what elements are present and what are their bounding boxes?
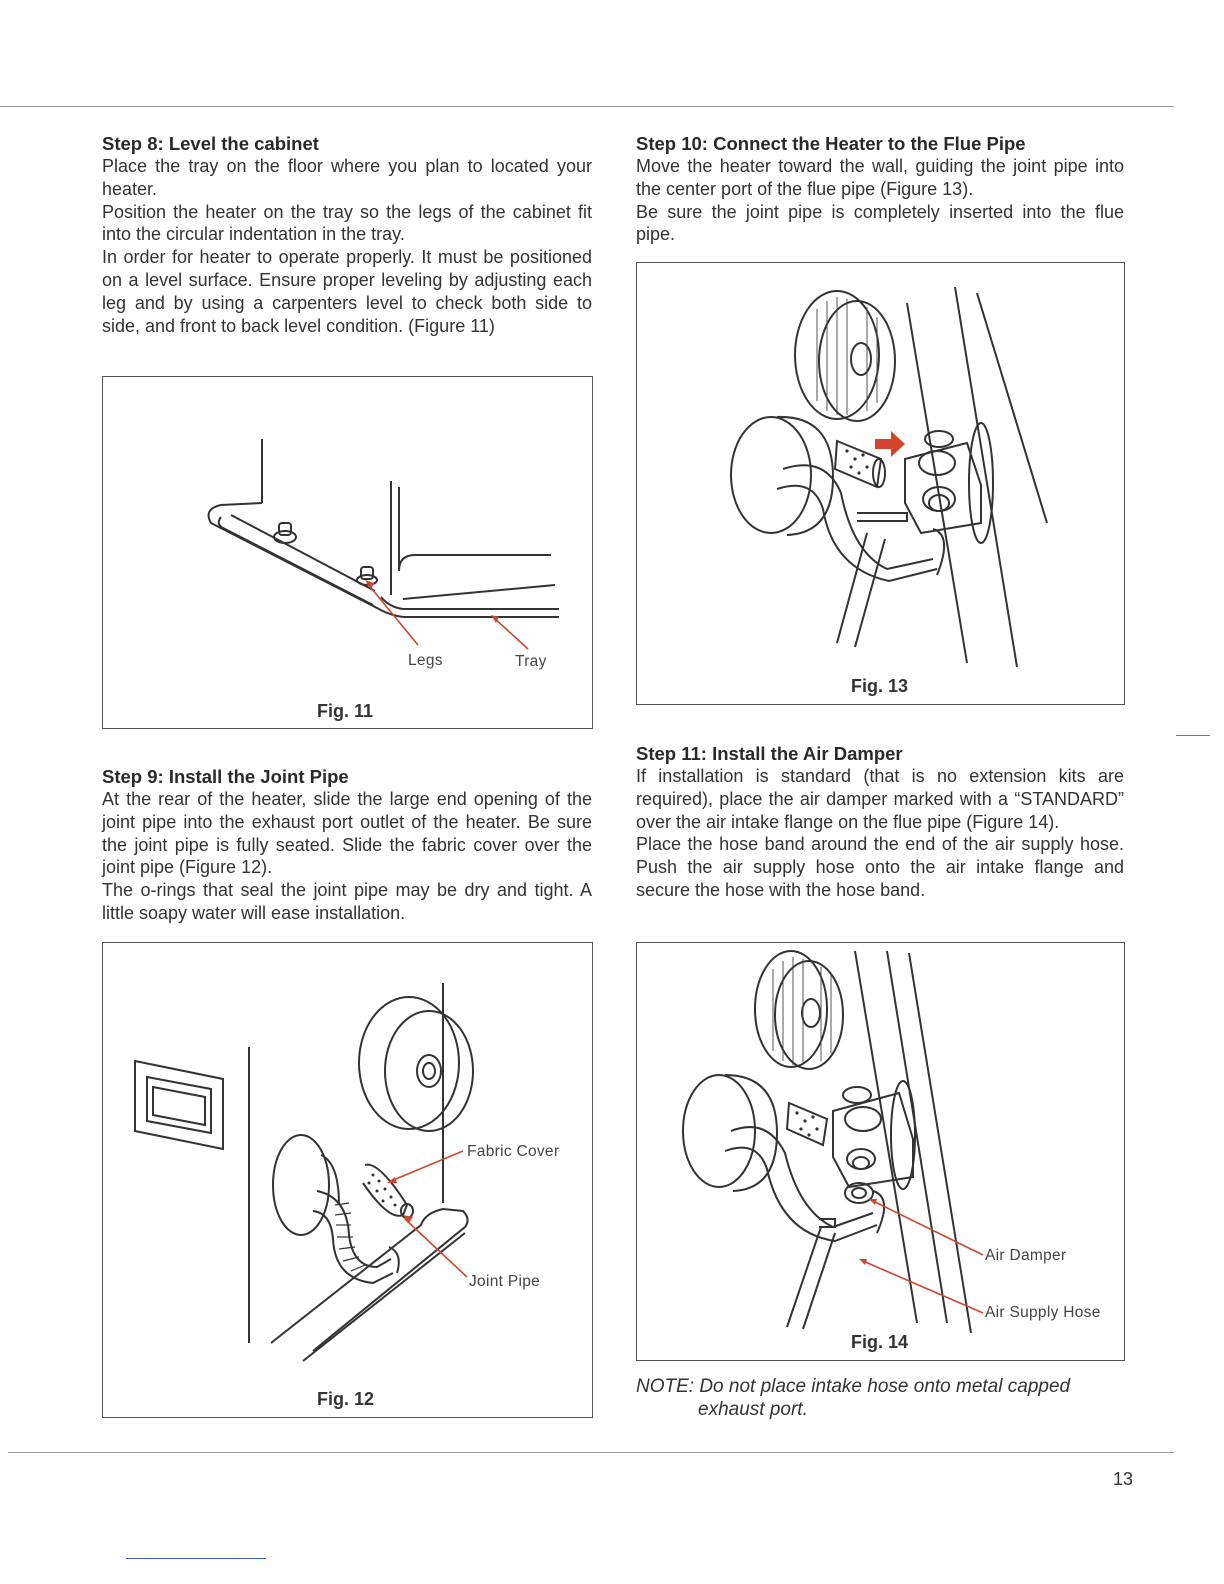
fig12-illustration [103, 943, 592, 1417]
fig11-illustration [103, 377, 592, 728]
note-line-1: NOTE: Do not place intake hose onto metal capped [636, 1376, 1071, 1397]
step10-section [636, 132, 1124, 246]
step11-paragraph-1: If installation is standard (that is no extension kits are required), place the air damper marked with a “STANDARD” over the air intake flange on the flue pipe (Figure 14). [636, 766, 1124, 832]
step9-paragraph-2: The o-rings that seal the joint pipe may be dry and tight. A little soapy water will ease installation. [102, 880, 592, 923]
figure-13 [636, 262, 1125, 705]
step11-section [636, 742, 1124, 902]
top-rule [0, 106, 1174, 107]
step11-heading: Step 11: Install the Air Damper [636, 743, 903, 764]
step10-paragraph-1: Move the heater toward the wall, guiding the joint pipe into the center port of the flue pipe (Figure 13). [636, 156, 1124, 199]
step9-section [102, 765, 592, 925]
fig11-caption: Fig. 11 [317, 701, 374, 721]
figure-14 [636, 942, 1125, 1361]
fig14-caption: Fig. 14 [851, 1332, 909, 1352]
footer-underline [126, 1558, 266, 1559]
bottom-rule [8, 1452, 1174, 1453]
fig14-illustration [637, 943, 1124, 1360]
fig14-label-air-damper: Air Damper [985, 1247, 1067, 1264]
step8-paragraph-3: In order for heater to operate properly. It must be positioned on a level surface. Ensure proper leveling by adjusting each leg and by using a carpenters level to check both side to side, and front to back level condition. (Figure 11) [102, 247, 592, 336]
step8-heading: Step 8: Level the cabinet [102, 133, 319, 154]
step8-paragraph-2: Position the heater on the tray so the legs of the cabinet fit into the circular indentation in the tray. [102, 201, 592, 245]
fig12-label-fabric-cover: Fabric Cover [467, 1143, 560, 1160]
step9-heading: Step 9: Install the Joint Pipe [102, 766, 349, 787]
note-line-2: exhaust port. [698, 1399, 808, 1420]
fig13-caption: Fig. 13 [851, 676, 909, 696]
step9-paragraph-1: At the rear of the heater, slide the large end opening of the joint pipe into the exhaust port outlet of the heater. Be sure the joint pipe is fully seated. Slide the fabric cover over the joint pipe (Figure 12). [102, 789, 592, 878]
step8-paragraph-1: Place the tray on the floor where you plan to located your heater. [102, 156, 592, 199]
step11-paragraph-2: Place the hose band around the end of the air supply hose. Push the air supply hose onto the air intake flange and secure the hose with the hose band. [636, 834, 1124, 900]
fig11-label-legs: Legs [408, 652, 443, 669]
margin-mark [1176, 735, 1210, 736]
figure-11 [102, 376, 593, 729]
fig12-label-joint-pipe: Joint Pipe [469, 1273, 541, 1290]
step8-section [102, 132, 592, 337]
step10-paragraph-2: Be sure the joint pipe is completely inserted into the flue pipe. [636, 201, 1124, 245]
step10-heading: Step 10: Connect the Heater to the Flue Pipe [636, 133, 1026, 154]
fig11-label-tray: Tray [515, 653, 547, 670]
page-number: 13 [1113, 1469, 1134, 1489]
insert-direction-arrow [875, 431, 905, 457]
figure-12 [102, 942, 593, 1418]
fig13-illustration [637, 263, 1124, 704]
fig14-label-air-supply-hose: Air Supply Hose [985, 1304, 1101, 1321]
fig12-caption: Fig. 12 [317, 1389, 375, 1409]
